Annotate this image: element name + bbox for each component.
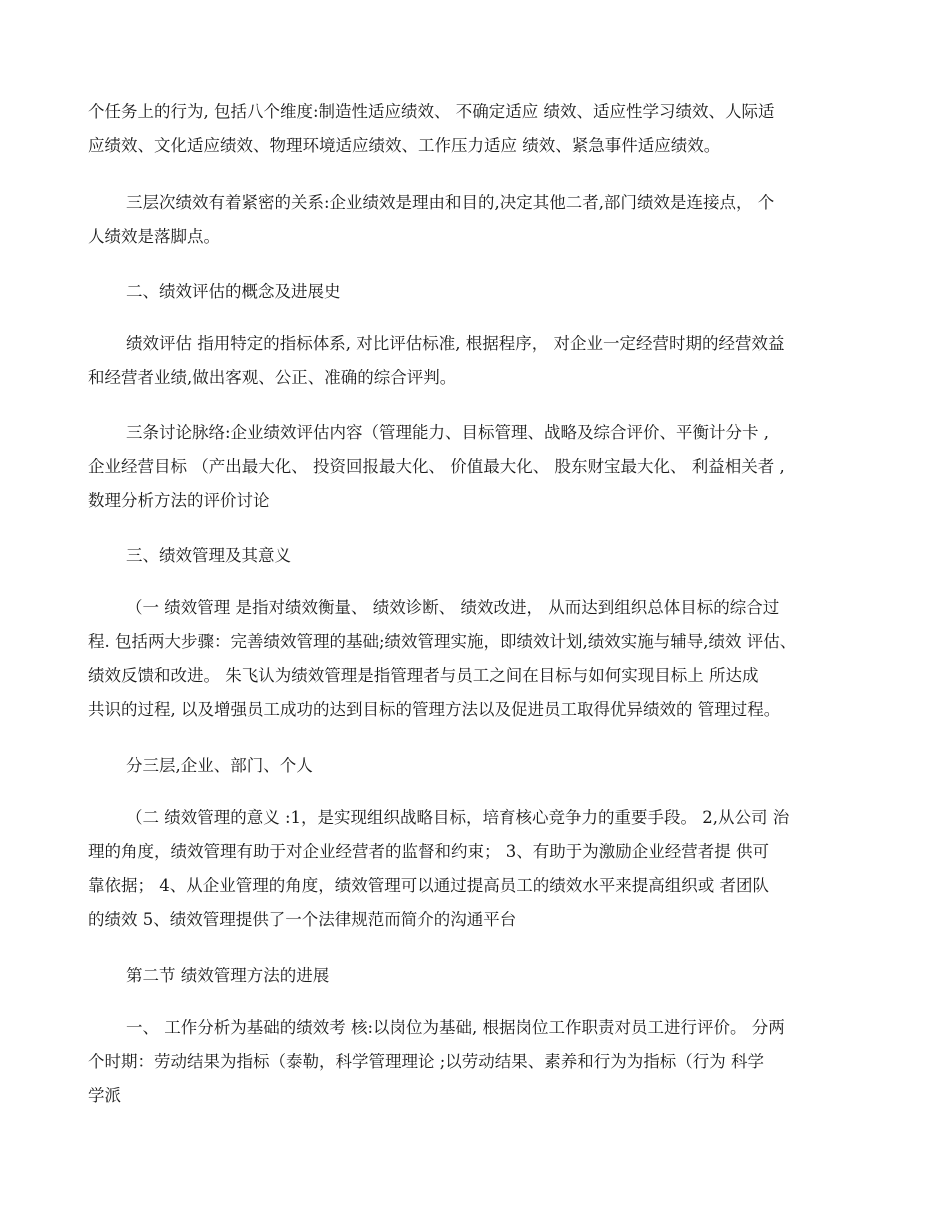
paragraph-11 [88, 1011, 878, 1113]
text-line: 的绩效 5、绩效管理提供了一个法律规范而简介的沟通平台 [88, 910, 517, 929]
text-line: 分三层,企业、部门、个人 [126, 756, 313, 775]
text-line: 绩效反馈和改进。 朱飞认为绩效管理是指管理者与员工之间在目标与如何实现目标上 所达成 [88, 666, 759, 685]
text-line: 企业经营目标 （产出最大化、 投资回报最大化、 价值最大化、 股东财宝最大化、 利益相关者 , [88, 457, 785, 476]
text-line: （一 绩效管理 是指对绩效衡量、 绩效诊断、 绩效改进， 从而达到组织总体目标的综合过 [126, 598, 780, 617]
text-line: 一、 工作分析为基础的绩效考 核:以岗位为基础, 根据岗位工作职责对员工进行评价。 分两 [126, 1018, 785, 1037]
text-line: 靠依据； 4、从企业管理的角度，绩效管理可以通过提高员工的绩效水平来提高组织或 者团队 [88, 876, 769, 895]
text-line: 二、绩效评估的概念及进展史 [126, 282, 341, 301]
text-line: 共识的过程, 以及增强员工成功的达到目标的管理方法以及促进员工取得优异绩效的 管理过程。 [88, 700, 781, 719]
section-heading [88, 539, 878, 573]
text-line: 理的角度，绩效管理有助于对企业经营者的监督和约束； 3、有助于为激励企业经营者提 供可 [88, 842, 769, 861]
text-line: 程. 包括两大步骤：完善绩效管理的基础;绩效管理实施，即绩效计划,绩效实施与辅导,绩效 评估、 [88, 632, 797, 651]
text-line: 三条讨论脉络:企业绩效评估内容（管理能力、目标管理、战略及综合评价、平衡计分卡 , [126, 423, 770, 442]
paragraph-2 [88, 186, 878, 254]
paragraph-9 [88, 801, 878, 937]
text-line: 数理分析方法的评价讨论 [88, 491, 270, 510]
text-line: 人绩效是落脚点。 [88, 227, 220, 246]
text-line: 应绩效、文化适应绩效、物理环境适应绩效、工作压力适应 绩效、紧急事件适应绩效。 [88, 136, 721, 155]
paragraph-1 [88, 95, 878, 163]
text-line: 学派 [88, 1086, 121, 1105]
text-line: 三层次绩效有着紧密的关系:企业绩效是理由和目的,决定其他二者,部门绩效是连接点， 个 [126, 193, 775, 212]
section-heading [88, 959, 878, 993]
paragraph-7 [88, 591, 878, 727]
paragraph-8 [88, 749, 878, 783]
paragraph-4 [88, 327, 878, 395]
text-line: 绩效评估 指用特定的指标体系, 对比评估标准, 根据程序， 对企业一定经营时期的经营效益 [126, 334, 785, 353]
text-line: 和经营者业绩,做出客观、公正、准确的综合评判。 [88, 368, 457, 387]
text-line: 个时期：劳动结果为指标（泰勒，科学管理理论 ;以劳动结果、素养和行为为指标（行为 科学 [88, 1052, 765, 1071]
text-line: 个任务上的行为, 包括八个维度:制造性适应绩效、 不确定适应 绩效、适应性学习绩效、人际适 [88, 102, 775, 121]
text-line: 第二节 绩效管理方法的进展 [126, 966, 330, 985]
text-line: 三、绩效管理及其意义 [126, 546, 291, 565]
text-line: （二 绩效管理的意义 :1，是实现组织战略目标，培育核心竞争力的重要手段。 2,从公司 治 [126, 808, 790, 827]
paragraph-5 [88, 416, 878, 518]
section-heading [88, 275, 878, 309]
